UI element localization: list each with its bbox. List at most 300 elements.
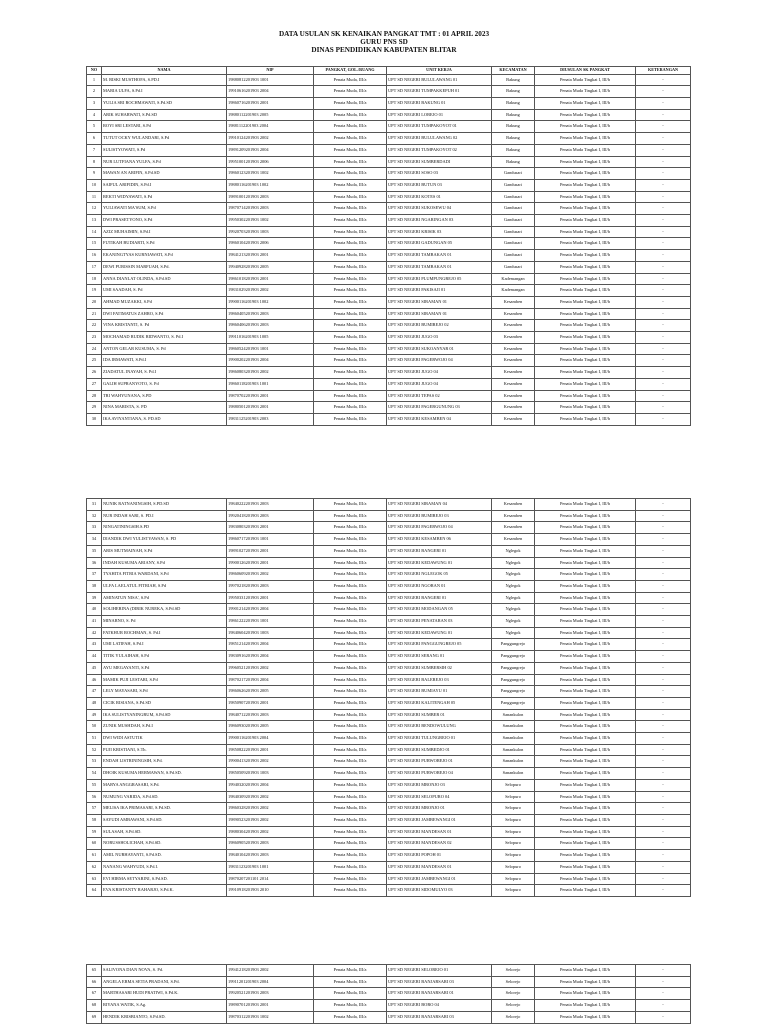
cell-kecamatan: Gandusari xyxy=(492,226,535,238)
cell-unit-kerja: UPT SD NEGERI BANJARSARI 03 xyxy=(387,976,492,988)
cell-pangkat: Penata Muda, III/a xyxy=(314,604,387,616)
cell-no: 4 xyxy=(87,109,102,121)
cell-unit-kerja: UPT SD NEGERI PAKISAJI 01 xyxy=(387,285,492,297)
cell-unit-kerja: UPT SD NEGERI TUMPAKOYOT 02 xyxy=(387,144,492,156)
cell-pangkat: Penata Muda, III/a xyxy=(314,686,387,698)
cell-nama: ANGELA ERMA SETIA PRADANI, S.Pd. xyxy=(102,976,227,988)
cell-pangkat: Penata Muda, III/a xyxy=(314,98,387,110)
cell-kecamatan: Bakung xyxy=(492,156,535,168)
cell-diusulan: Penata Muda Tingkat I, III/b xyxy=(535,861,636,873)
cell-keterangan: - xyxy=(636,522,691,534)
cell-nama: REKTI WIDYAWATI, S.Pd xyxy=(102,191,227,203)
cell-nama: RIYANA WATIK, S.Ag. xyxy=(102,1000,227,1012)
cell-no: 10 xyxy=(87,179,102,191)
cell-nip: 19870702201903 2001 xyxy=(227,390,314,402)
cell-no: 41 xyxy=(87,616,102,628)
data-table-page-1 xyxy=(86,66,691,426)
table-row xyxy=(87,215,691,227)
cell-pangkat: Penata Muda, III/a xyxy=(314,768,387,780)
cell-nip: 19881112201903 2004 xyxy=(227,121,314,133)
cell-nama: ANTON GELAR KUSUMA, S. Pd xyxy=(102,343,227,355)
cell-unit-kerja: UPT SD NEGERI BANJARSARI 01 xyxy=(387,988,492,1000)
table-row xyxy=(87,744,691,756)
cell-diusulan: Penata Muda Tingkat I, III/b xyxy=(535,976,636,988)
cell-nama: SULASAH, S.Pd.SD. xyxy=(102,826,227,838)
cell-keterangan: - xyxy=(636,367,691,379)
cell-pangkat: Penata Muda, III/a xyxy=(314,744,387,756)
cell-keterangan: - xyxy=(636,296,691,308)
cell-keterangan: - xyxy=(636,121,691,133)
cell-no: 43 xyxy=(87,639,102,651)
col-header-nama: NAMA xyxy=(102,67,227,75)
cell-nama: NUR INDAH SARI, S. PD.I xyxy=(102,510,227,522)
cell-no: 68 xyxy=(87,1000,102,1012)
cell-kecamatan: Selopuro xyxy=(492,826,535,838)
document-agency: DINAS PENDIDIKAN KABUPATEN BLITAR xyxy=(311,46,457,54)
table-row xyxy=(87,826,691,838)
cell-kecamatan: Bakung xyxy=(492,86,535,98)
cell-kecamatan: Bakung xyxy=(492,133,535,145)
cell-nama: MARYA ANGGRASARI, S.Pd. xyxy=(102,779,227,791)
cell-kecamatan: Bakung xyxy=(492,144,535,156)
cell-nip: 19840104201903 2003 xyxy=(227,850,314,862)
cell-no: 44 xyxy=(87,651,102,663)
cell-no: 11 xyxy=(87,191,102,203)
cell-nama: TUTUT OCKY WULANDARI, S.Pd xyxy=(102,133,227,145)
cell-unit-kerja: UPT SD NEGERI SIRAMAN 04 xyxy=(387,499,492,511)
cell-kecamatan: Sanankulon xyxy=(492,768,535,780)
cell-pangkat: Penata Muda, III/a xyxy=(314,1000,387,1012)
cell-unit-kerja: UPT SD NEGERI TAMBAKAN 01 xyxy=(387,261,492,273)
cell-keterangan: - xyxy=(636,779,691,791)
cell-no: 31 xyxy=(87,499,102,511)
cell-nama: ULFA LAELATUL FITRIAH, S.Pd xyxy=(102,580,227,592)
cell-nama: PUJI KRISTIANI, S.Th. xyxy=(102,744,227,756)
cell-unit-kerja: UPT SD NEGERI KESAMBEN 06 xyxy=(387,534,492,546)
data-table-page-3 xyxy=(86,964,691,1024)
cell-unit-kerja: UPT SD NEGERI PAGERGUNUNG 03 xyxy=(387,402,492,414)
cell-diusulan: Penata Muda Tingkat I, III/b xyxy=(535,273,636,285)
cell-pangkat: Penata Muda, III/a xyxy=(314,510,387,522)
cell-pangkat: Penata Muda, III/a xyxy=(314,86,387,98)
cell-keterangan: - xyxy=(636,499,691,511)
cell-no: 42 xyxy=(87,627,102,639)
cell-nama: DHOIK KUSUMA HERMAWAN, S.Pd.SD. xyxy=(102,768,227,780)
cell-diusulan: Penata Muda Tingkat I, III/b xyxy=(535,616,636,628)
cell-keterangan: - xyxy=(636,686,691,698)
cell-keterangan: - xyxy=(636,203,691,215)
cell-nama: ZIADATUL INAYAH, S. Pd.I xyxy=(102,367,227,379)
cell-nama: MAWAN AN ARIFIN, S.Pd.SD xyxy=(102,168,227,180)
cell-no: 47 xyxy=(87,686,102,698)
cell-pangkat: Penata Muda, III/a xyxy=(314,109,387,121)
cell-nip: 19920418201903 2003 xyxy=(227,510,314,522)
cell-kecamatan: Bakung xyxy=(492,98,535,110)
cell-no: 6 xyxy=(87,133,102,145)
cell-keterangan: - xyxy=(636,510,691,522)
cell-keterangan: - xyxy=(636,144,691,156)
cell-diusulan: Penata Muda Tingkat I, III/b xyxy=(535,791,636,803)
cell-nama: MARIA ULFA, S.Pd.I xyxy=(102,86,227,98)
cell-keterangan: - xyxy=(636,332,691,344)
cell-unit-kerja: UPT SD NEGERI PENATARAN 03 xyxy=(387,616,492,628)
cell-pangkat: Penata Muda, III/a xyxy=(314,121,387,133)
cell-nip: 19851214201903 2004 xyxy=(227,639,314,651)
cell-keterangan: - xyxy=(636,965,691,977)
col-header-nip: NIP xyxy=(227,67,314,75)
cell-no: 45 xyxy=(87,662,102,674)
cell-no: 27 xyxy=(87,378,102,390)
cell-pangkat: Penata Muda, III/a xyxy=(314,250,387,262)
table-row xyxy=(87,976,691,988)
table-row xyxy=(87,592,691,604)
cell-nama: MOCHAMAD RUDIK RIDWANTO, S. Pd.I xyxy=(102,332,227,344)
cell-diusulan: Penata Muda Tingkat I, III/b xyxy=(535,226,636,238)
cell-keterangan: - xyxy=(636,402,691,414)
cell-pangkat: Penata Muda, III/a xyxy=(314,203,387,215)
cell-nama: IDA IRMAWATI, S.Pd.I xyxy=(102,355,227,367)
cell-unit-kerja: UPT SD NEGERI JUGO 04 xyxy=(387,378,492,390)
cell-unit-kerja: UPT SD NEGERI KEDAWUNG 01 xyxy=(387,557,492,569)
cell-pangkat: Penata Muda, III/a xyxy=(314,861,387,873)
cell-kecamatan: Selopuro xyxy=(492,803,535,815)
cell-nama: MARTHASARI HUDI PRATIWI, S.Pd.K. xyxy=(102,988,227,1000)
cell-keterangan: - xyxy=(636,545,691,557)
cell-kecamatan: Bakung xyxy=(492,121,535,133)
cell-pangkat: Penata Muda, III/a xyxy=(314,402,387,414)
cell-diusulan: Penata Muda Tingkat I, III/b xyxy=(535,378,636,390)
cell-pangkat: Penata Muda, III/a xyxy=(314,285,387,297)
cell-diusulan: Penata Muda Tingkat I, III/b xyxy=(535,215,636,227)
cell-nama: LELY MAYASARI, S.Pd xyxy=(102,686,227,698)
cell-kecamatan: Kesamben xyxy=(492,367,535,379)
cell-unit-kerja: UPT SD NEGERI JAMBEWANGI 01 xyxy=(387,814,492,826)
cell-nama: ARIS MUTMAINAH, S.Pd xyxy=(102,545,227,557)
cell-diusulan: Penata Muda Tingkat I, III/b xyxy=(535,557,636,569)
cell-diusulan: Penata Muda Tingkat I, III/b xyxy=(535,86,636,98)
cell-keterangan: - xyxy=(636,616,691,628)
cell-keterangan: - xyxy=(636,1000,691,1012)
cell-nip: 19870217201903 2004 xyxy=(227,674,314,686)
cell-unit-kerja: UPT SD NEGERI SUKOANYAR 01 xyxy=(387,343,492,355)
table-row xyxy=(87,1011,691,1023)
cell-unit-kerja: UPT SD NEGERI TAMBAKAN 01 xyxy=(387,250,492,262)
cell-keterangan: - xyxy=(636,413,691,425)
table-row xyxy=(87,768,691,780)
cell-keterangan: - xyxy=(636,838,691,850)
cell-no: 21 xyxy=(87,308,102,320)
col-header-keterangan: KETERANGAN xyxy=(636,67,691,75)
data-table-page-2 xyxy=(86,498,691,897)
cell-no: 24 xyxy=(87,343,102,355)
cell-no: 40 xyxy=(87,604,102,616)
cell-diusulan: Penata Muda Tingkat I, III/b xyxy=(535,592,636,604)
cell-diusulan: Penata Muda Tingkat I, III/b xyxy=(535,639,636,651)
cell-nama: ENDAH LISTRININGSIH, S.Pd. xyxy=(102,756,227,768)
cell-keterangan: - xyxy=(636,604,691,616)
table-row xyxy=(87,510,691,522)
cell-unit-kerja: UPT SD NEGERI BUMIAYU 01 xyxy=(387,686,492,698)
cell-nama: MAMIK PUJI LESTARI, S.Pd xyxy=(102,674,227,686)
cell-unit-kerja: UPT SD NEGERI SELOREJO 01 xyxy=(387,965,492,977)
table-row xyxy=(87,191,691,203)
cell-unit-kerja: UPT SD NEGERI BANJARSARI 03 xyxy=(387,1011,492,1023)
table-row xyxy=(87,861,691,873)
cell-no: 28 xyxy=(87,390,102,402)
table-row xyxy=(87,709,691,721)
table-row xyxy=(87,261,691,273)
table-row xyxy=(87,343,691,355)
cell-diusulan: Penata Muda Tingkat I, III/b xyxy=(535,285,636,297)
cell-nip: 19880112201903 2005 xyxy=(227,109,314,121)
cell-diusulan: Penata Muda Tingkat I, III/b xyxy=(535,203,636,215)
cell-keterangan: - xyxy=(636,534,691,546)
cell-diusulan: Penata Muda Tingkat I, III/b xyxy=(535,744,636,756)
cell-keterangan: - xyxy=(636,861,691,873)
cell-pangkat: Penata Muda, III/a xyxy=(314,179,387,191)
cell-pangkat: Penata Muda, III/a xyxy=(314,413,387,425)
cell-nip: 19911201201903 2004 xyxy=(227,976,314,988)
cell-unit-kerja: UPT SD NEGERI POPOH 01 xyxy=(387,850,492,862)
cell-kecamatan: Bakung xyxy=(492,74,535,86)
cell-nip: 19891001201903 2003 xyxy=(227,191,314,203)
cell-kecamatan: Kesamben xyxy=(492,343,535,355)
cell-no: 18 xyxy=(87,273,102,285)
cell-nama: YULIA SRI ROCHMAWATI, S.Pd.SD xyxy=(102,98,227,110)
cell-unit-kerja: UPT SD NEGERI TULUNGREJO 01 xyxy=(387,733,492,745)
cell-kecamatan: Gandusari xyxy=(492,191,535,203)
cell-kecamatan: Nglegok xyxy=(492,616,535,628)
table-row xyxy=(87,580,691,592)
cell-unit-kerja: UPT SD NEGERI SUMBEDJO 01 xyxy=(387,744,492,756)
cell-nip: 19891209201903 2004 xyxy=(227,144,314,156)
cell-diusulan: Penata Muda Tingkat I, III/b xyxy=(535,604,636,616)
cell-diusulan: Penata Muda Tingkat I, III/b xyxy=(535,121,636,133)
cell-unit-kerja: UPT SD NEGERI BALEREJO 03 xyxy=(387,674,492,686)
cell-kecamatan: Selopuro xyxy=(492,873,535,885)
cell-nip: 19941218201903 2002 xyxy=(227,965,314,977)
cell-keterangan: - xyxy=(636,168,691,180)
cell-unit-kerja: UPT SD NEGERI NGORAN 01 xyxy=(387,580,492,592)
cell-no: 60 xyxy=(87,838,102,850)
cell-no: 49 xyxy=(87,709,102,721)
cell-unit-kerja: UPT SD NEGERI BANGERI 01 xyxy=(387,592,492,604)
cell-kecamatan: Selorejo xyxy=(492,976,535,988)
cell-nama: DWI PRASETYONO, S.Pd xyxy=(102,215,227,227)
cell-diusulan: Penata Muda Tingkat I, III/b xyxy=(535,873,636,885)
table-row xyxy=(87,273,691,285)
table-row xyxy=(87,850,691,862)
cell-nip: 19891027201903 2001 xyxy=(227,545,314,557)
cell-unit-kerja: UPT SD NEGERI MRONJO 03 xyxy=(387,779,492,791)
cell-pangkat: Penata Muda, III/a xyxy=(314,756,387,768)
cell-nama: SAIFUL ARIFIDIN, S.Pd.I xyxy=(102,179,227,191)
cell-diusulan: Penata Muda Tingkat I, III/b xyxy=(535,261,636,273)
cell-no: 19 xyxy=(87,285,102,297)
cell-diusulan: Penata Muda Tingkat I, III/b xyxy=(535,756,636,768)
cell-pangkat: Penata Muda, III/a xyxy=(314,651,387,663)
cell-pangkat: Penata Muda, III/a xyxy=(314,791,387,803)
cell-unit-kerja: UPT SD NEGERI MRONJO 01 xyxy=(387,803,492,815)
cell-nip: 19900116201903 1002 xyxy=(227,296,314,308)
cell-nip: 19870312201903 1002 xyxy=(227,1011,314,1023)
cell-kecamatan: Nglegok xyxy=(492,592,535,604)
cell-keterangan: - xyxy=(636,261,691,273)
cell-diusulan: Penata Muda Tingkat I, III/b xyxy=(535,74,636,86)
cell-no: 22 xyxy=(87,320,102,332)
cell-kecamatan: Gandusari xyxy=(492,215,535,227)
table-row xyxy=(87,651,691,663)
table-row xyxy=(87,674,691,686)
cell-kecamatan: Selorejo xyxy=(492,965,535,977)
cell-diusulan: Penata Muda Tingkat I, III/b xyxy=(535,674,636,686)
cell-pangkat: Penata Muda, III/a xyxy=(314,733,387,745)
cell-nama: NUR LUTFIANA YULFA, S.Pd xyxy=(102,156,227,168)
table-row xyxy=(87,355,691,367)
table-row xyxy=(87,86,691,98)
cell-no: 67 xyxy=(87,988,102,1000)
cell-kecamatan: Kesamben xyxy=(492,355,535,367)
cell-pangkat: Penata Muda, III/a xyxy=(314,168,387,180)
table-row xyxy=(87,250,691,262)
cell-nama: SULISTYOWATI, S.Pd xyxy=(102,144,227,156)
cell-keterangan: - xyxy=(636,662,691,674)
cell-nip: 19920703201903 1003 xyxy=(227,226,314,238)
cell-kecamatan: Nglegok xyxy=(492,627,535,639)
cell-diusulan: Penata Muda Tingkat I, III/b xyxy=(535,413,636,425)
cell-nip: 19960521201903 2002 xyxy=(227,662,314,674)
cell-nip: 19900202201903 2004 xyxy=(227,355,314,367)
cell-no: 30 xyxy=(87,413,102,425)
cell-diusulan: Penata Muda Tingkat I, III/b xyxy=(535,250,636,262)
cell-unit-kerja: UPT SD NEGERI BANGERI 01 xyxy=(387,545,492,557)
cell-kecamatan: Selopuro xyxy=(492,850,535,862)
cell-nama: NORUSSHOLICHAH, S.Pd.SD. xyxy=(102,838,227,850)
cell-nama: MELISA IKA PRIMASARI, S.Pd.SD. xyxy=(102,803,227,815)
cell-no: 58 xyxy=(87,814,102,826)
cell-pangkat: Penata Muda, III/a xyxy=(314,261,387,273)
cell-pangkat: Penata Muda, III/a xyxy=(314,721,387,733)
cell-kecamatan: Selorejo xyxy=(492,1000,535,1012)
cell-nama: M. RISKI MUSTHOFA, S.PD.I xyxy=(102,74,227,86)
cell-unit-kerja: UPT SD NEGERI KOTES 01 xyxy=(387,191,492,203)
cell-no: 16 xyxy=(87,250,102,262)
cell-diusulan: Penata Muda Tingkat I, III/b xyxy=(535,367,636,379)
cell-pangkat: Penata Muda, III/a xyxy=(314,378,387,390)
table-row xyxy=(87,179,691,191)
cell-unit-kerja: UPT SD NEGERI BAKUNG 01 xyxy=(387,98,492,110)
cell-unit-kerja: UPT SD NEGERI SIRAMAN 01 xyxy=(387,308,492,320)
cell-no: 63 xyxy=(87,873,102,885)
document-subtitle: GURU PNS SD xyxy=(360,38,408,46)
cell-pangkat: Penata Muda, III/a xyxy=(314,709,387,721)
table-row xyxy=(87,756,691,768)
cell-keterangan: - xyxy=(636,814,691,826)
cell-no: 35 xyxy=(87,545,102,557)
cell-kecamatan: Kesamben xyxy=(492,390,535,402)
cell-no: 13 xyxy=(87,215,102,227)
cell-kecamatan: Selopuro xyxy=(492,885,535,897)
cell-nip: 19901214201903 2004 xyxy=(227,604,314,616)
cell-diusulan: Penata Muda Tingkat I, III/b xyxy=(535,627,636,639)
cell-diusulan: Penata Muda Tingkat I, III/b xyxy=(535,499,636,511)
cell-keterangan: - xyxy=(636,226,691,238)
cell-keterangan: - xyxy=(636,709,691,721)
cell-diusulan: Penata Muda Tingkat I, III/b xyxy=(535,168,636,180)
cell-nama: UMI SAADAH, S. Pd xyxy=(102,285,227,297)
cell-no: 29 xyxy=(87,402,102,414)
cell-no: 54 xyxy=(87,768,102,780)
cell-kecamatan: Kesamben xyxy=(492,499,535,511)
col-header-kecamatan: KECAMATAN xyxy=(492,67,535,75)
cell-keterangan: - xyxy=(636,569,691,581)
cell-nama: ROYI SRI LESTARI, S.Pd xyxy=(102,121,227,133)
cell-unit-kerja: UPT SD NEGERI SUMBERDADI xyxy=(387,156,492,168)
cell-pangkat: Penata Muda, III/a xyxy=(314,639,387,651)
cell-diusulan: Penata Muda Tingkat I, III/b xyxy=(535,98,636,110)
cell-kecamatan: Kesamben xyxy=(492,320,535,332)
cell-pangkat: Penata Muda, III/a xyxy=(314,988,387,1000)
cell-keterangan: - xyxy=(636,873,691,885)
cell-nip: 19860803201903 2002 xyxy=(227,367,314,379)
cell-nama: SAYUDI AMBAWANI, S.Pd.SD. xyxy=(102,814,227,826)
cell-diusulan: Penata Muda Tingkat I, III/b xyxy=(535,343,636,355)
cell-keterangan: - xyxy=(636,885,691,897)
cell-kecamatan: Kesamben xyxy=(492,308,535,320)
table-row xyxy=(87,733,691,745)
cell-no: 3 xyxy=(87,98,102,110)
cell-diusulan: Penata Muda Tingkat I, III/b xyxy=(535,238,636,250)
cell-pangkat: Penata Muda, III/a xyxy=(314,1011,387,1023)
cell-unit-kerja: UPT SD NEGERI JUGO 04 xyxy=(387,367,492,379)
cell-keterangan: - xyxy=(636,156,691,168)
cell-pangkat: Penata Muda, III/a xyxy=(314,838,387,850)
cell-no: 12 xyxy=(87,203,102,215)
cell-keterangan: - xyxy=(636,988,691,1000)
cell-pangkat: Penata Muda, III/a xyxy=(314,144,387,156)
table-row xyxy=(87,721,691,733)
cell-nip: 19880304201903 2002 xyxy=(227,826,314,838)
col-header-no: NO xyxy=(87,67,102,75)
cell-diusulan: Penata Muda Tingkat I, III/b xyxy=(535,534,636,546)
cell-kecamatan: Selorejo xyxy=(492,1011,535,1023)
cell-kecamatan: Gandusari xyxy=(492,168,535,180)
cell-nama: AMIL NURHAYANTI, S.Pd.SD. xyxy=(102,850,227,862)
table-row xyxy=(87,285,691,297)
cell-diusulan: Penata Muda Tingkat I, III/b xyxy=(535,686,636,698)
cell-nip: 19900126201903 2001 xyxy=(227,557,314,569)
cell-unit-kerja: UPT SD NEGERI SUMBER 01 xyxy=(387,709,492,721)
cell-unit-kerja: UPT SD NEGERI BENDOWULUNG xyxy=(387,721,492,733)
cell-unit-kerja: UPT SD NEGERI PANGGUNGREJO 05 xyxy=(387,639,492,651)
cell-diusulan: Penata Muda Tingkat I, III/b xyxy=(535,1000,636,1012)
cell-nip: 19830916201903 2004 xyxy=(227,651,314,663)
cell-kecamatan: Selopuro xyxy=(492,838,535,850)
table-row xyxy=(87,965,691,977)
cell-keterangan: - xyxy=(636,976,691,988)
cell-no: 64 xyxy=(87,885,102,897)
cell-kecamatan: Gandusari xyxy=(492,250,535,262)
cell-nip: 19880812201903 1001 xyxy=(227,74,314,86)
cell-kecamatan: Kesamben xyxy=(492,402,535,414)
cell-nip: 19880116201903 1002 xyxy=(227,179,314,191)
cell-nama: NANANG WAHYUDI, S.Pd.I. xyxy=(102,861,227,873)
table-row xyxy=(87,639,691,651)
cell-nip: 19860118201903 1001 xyxy=(227,378,314,390)
cell-unit-kerja: UPT SD NEGERI SOSO 03 xyxy=(387,168,492,180)
cell-nip: 19840222201903 2003 xyxy=(227,499,314,511)
cell-unit-kerja: UPT SD NEGERI GADUNGAN 05 xyxy=(387,238,492,250)
